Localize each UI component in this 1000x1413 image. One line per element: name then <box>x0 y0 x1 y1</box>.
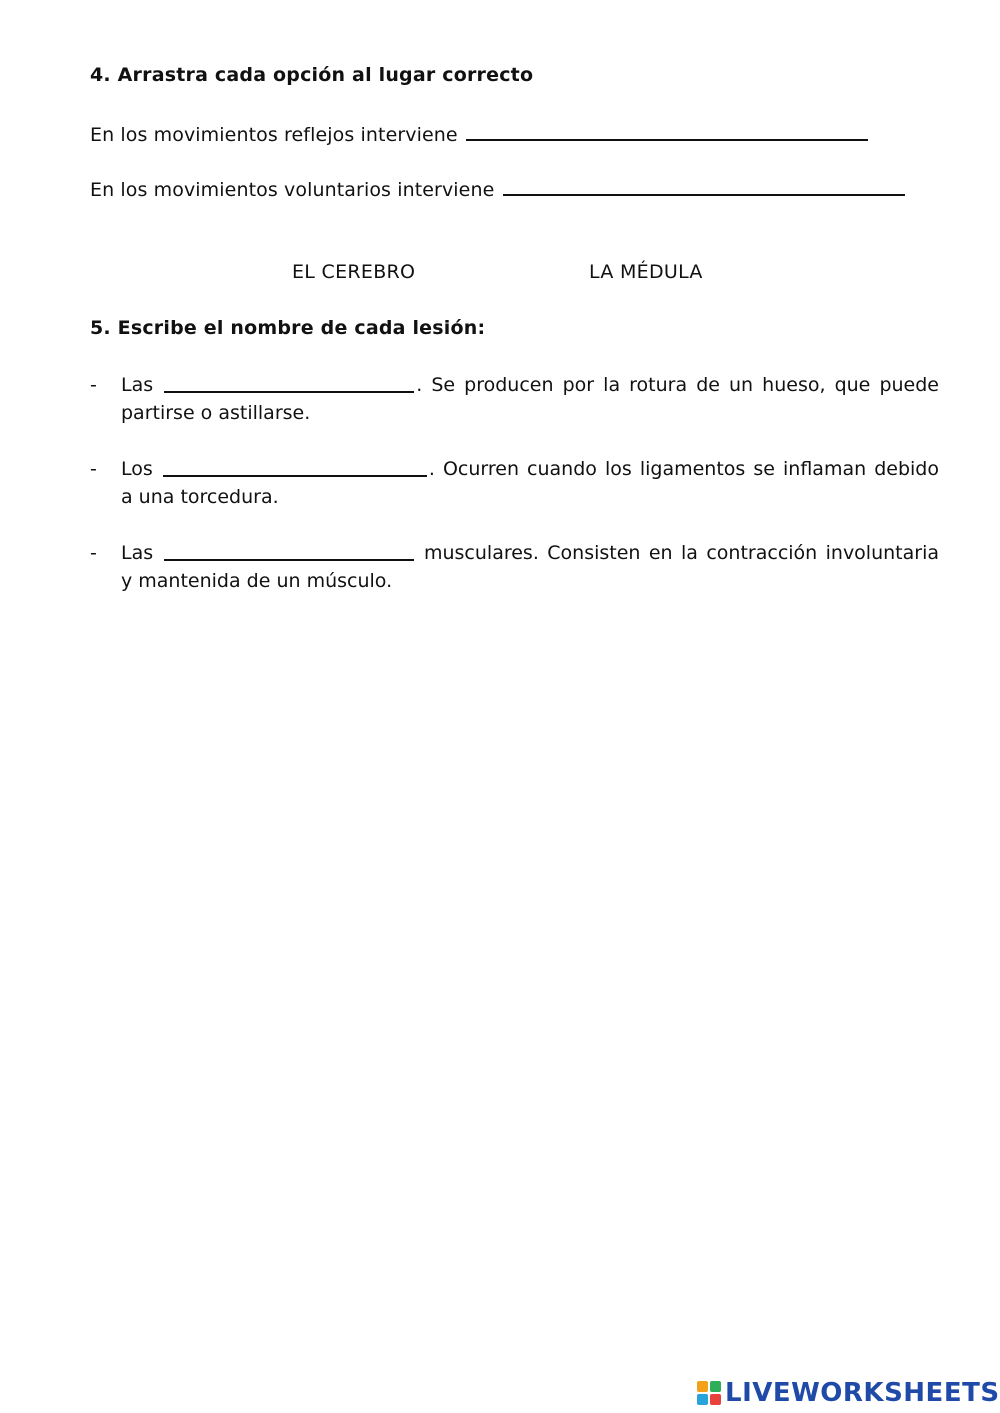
reflex-drop-blank[interactable] <box>466 121 868 141</box>
logo-wordmark: LIVEWORKSHEETS <box>725 1378 1000 1408</box>
liveworksheets-logo-icon <box>697 1381 721 1405</box>
voluntary-drop-blank[interactable] <box>503 176 905 196</box>
cramp-answer-blank[interactable] <box>164 539 414 561</box>
section-4-heading: 4. Arrastra cada opción al lugar correcto <box>90 64 534 86</box>
list-dash: - <box>90 374 97 396</box>
logo-square-4 <box>710 1394 721 1405</box>
item-prefix: Los <box>121 458 153 480</box>
item-description: . Ocurren cuando los ligamentos se inflaman debido a una torcedura. <box>121 458 939 508</box>
fracture-answer-blank[interactable] <box>164 371 414 393</box>
list-item <box>90 455 940 515</box>
voluntary-sentence-text: En los movimientos voluntarios interviene <box>90 179 495 201</box>
reflex-sentence <box>90 121 870 146</box>
logo-square-3 <box>697 1394 708 1405</box>
option-la-medula[interactable]: LA MÉDULA <box>589 261 703 283</box>
list-dash: - <box>90 458 97 480</box>
voluntary-sentence <box>90 176 907 201</box>
liveworksheets-logo <box>697 1376 1000 1410</box>
list-dash: - <box>90 542 97 564</box>
list-item <box>90 371 940 431</box>
item-prefix: Las <box>121 374 154 396</box>
item-prefix: Las <box>121 542 154 564</box>
logo-square-1 <box>697 1381 708 1392</box>
reflex-sentence-text: En los movimientos reflejos interviene <box>90 124 458 146</box>
logo-square-2 <box>710 1381 721 1392</box>
item-description: musculares. Consisten en la contracción involuntaria y mantenida de un músculo. <box>121 542 939 592</box>
list-item <box>90 539 940 599</box>
item-description: . Se producen por la rotura de un hueso, que puede partirse o astillarse. <box>121 374 939 424</box>
option-el-cerebro[interactable]: EL CEREBRO <box>292 261 416 283</box>
section-5-heading: 5. Escribe el nombre de cada lesión: <box>90 317 486 339</box>
sprain-answer-blank[interactable] <box>163 455 427 477</box>
